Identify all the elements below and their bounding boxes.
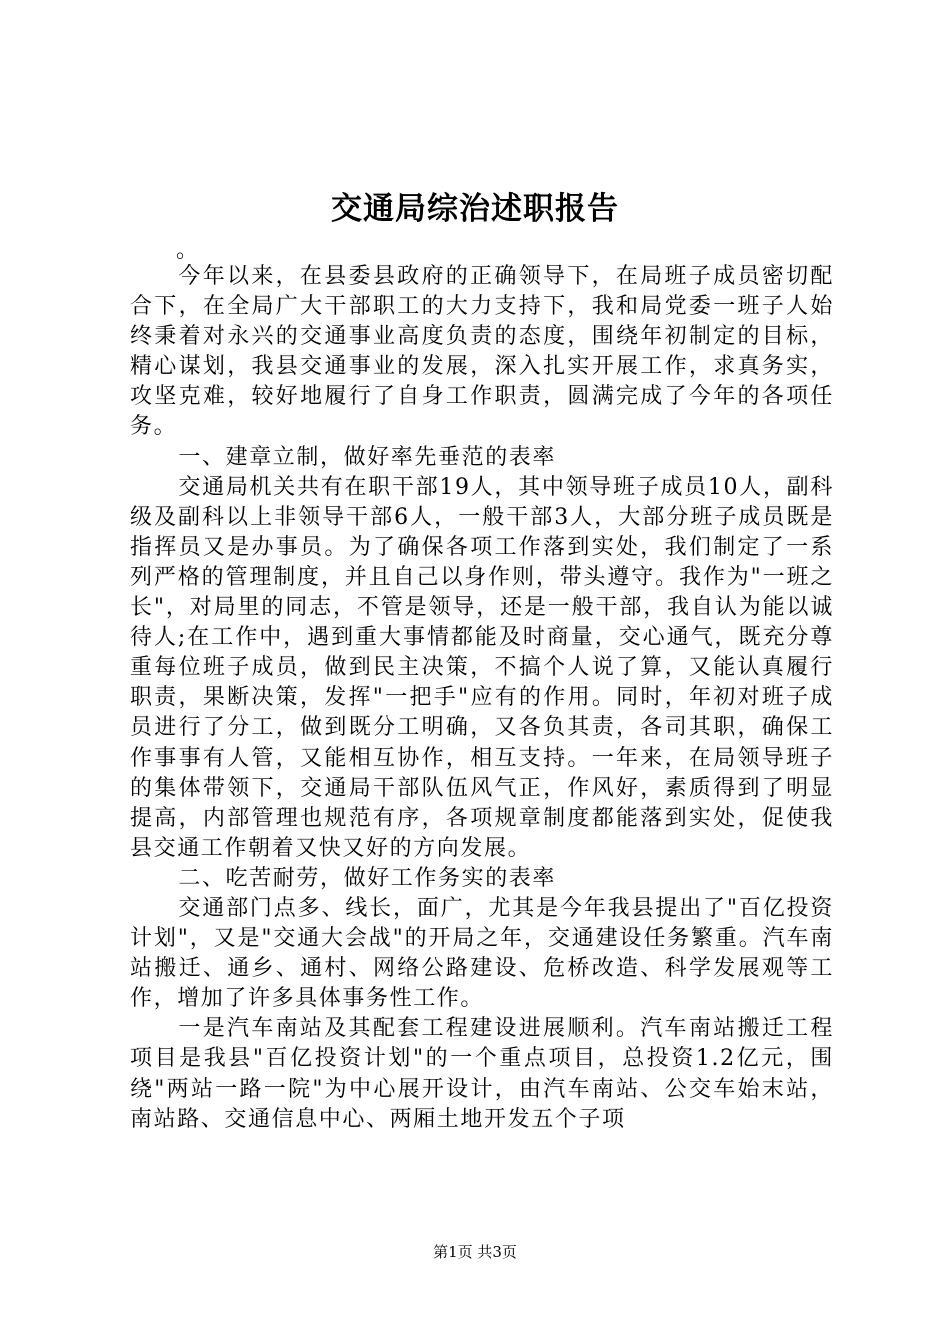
leading-mark: 。: [176, 238, 199, 263]
section-heading-1: 一、建章立制，做好率先垂范的表率: [178, 444, 556, 470]
document-title: 交通局综治述职报告: [331, 191, 619, 227]
paragraph-section-2: 交通部门点多、线长，面广，尤其是今年我县提出了"百亿投资计划"，又是"交通大会战"的开局之年，交通建设任务繁重。汽车南站搬迁、通乡、通村、网络公路建设、危桥改造、科学发展观等工作，增加了许多具体事务性工作。: [130, 895, 834, 1012]
paragraph-item-1: 一是汽车南站及其配套工程建设进展顺利。汽车南站搬迁工程项目是我县"百亿投资计划"的一个重点项目，总投资1.2亿元，围绕"两站一路一院"为中心展开设计，由汽车南站、公交车始末站，南站路、交通信息中心、两厢土地开发五个子项: [130, 1016, 834, 1132]
paragraph-section-1: 交通局机关共有在职干部19人，其中领导班子成员10人，副科级及副科以上非领导干部6人，一般干部3人，大部分班子成员既是指挥员又是办事员。为了确保各项工作落到实处，我们制定了一系列严格的管理制度，并且自己以身作则，带头遵守。我作为"一班之长"，对局里的同志，不管是领导，还是一般干部，我自认为能以诚待人;在工作中，遇到重大事情都能及时商量，交心通气，既充分尊重每位班子成员，做到民主决策，不搞个人说了算，又能认真履行职责，果断决策，发挥"一把手"应有的作用。同时，年初对班子成员进行了分工，做到既分工明确，又各负其责，各司其职，确保工作事事有人管，又能相互协作，相互支持。一年来，在局领导班子的集体带领下，交通局干部队伍风气正，作风好，素质得到了明显提高，内部管理也规范有序，各项规章制度都能落到实处，促使我县交通工作朝着又快又好的方向发展。: [130, 474, 834, 861]
section-heading-2: 二、吃苦耐劳，做好工作务实的表率: [178, 865, 556, 891]
page-footer: 第1页 共3页: [433, 1243, 517, 1261]
paragraph-intro: 今年以来，在县委县政府的正确领导下，在局班子成员密切配合下，在全局广大干部职工的大力支持下，我和局党委一班子人始终秉着对永兴的交通事业高度负责的态度，围绕年初制定的目标，精心谋划，我县交通事业的发展，深入扎实开展工作，求真务实，攻坚克难，较好地履行了自身工作职责，圆满完成了今年的各项任务。: [130, 264, 834, 440]
document-body: [130, 262, 834, 1135]
